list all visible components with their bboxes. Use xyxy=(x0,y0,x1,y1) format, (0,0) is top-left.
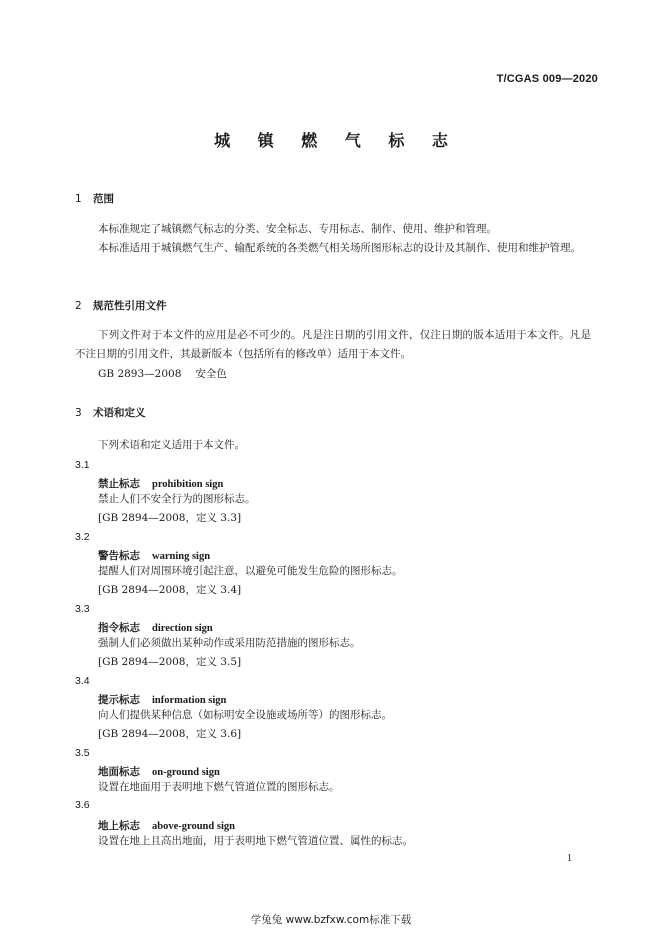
referenced-standard xyxy=(98,365,227,383)
term-cn: 警告标志 xyxy=(98,550,140,562)
scope-paragraph-1: 本标准规定了城镇燃气标志的分类、安全标志、专用标志、制作、使用、维护和管理。 xyxy=(98,223,497,235)
section-3-heading xyxy=(75,405,146,420)
standard-number: T/CGAS 009—2020 xyxy=(496,73,598,85)
scope-paragraph-2: 本标准适用于城镇燃气生产、输配系统的各类燃气相关场所图形标志的设计及其制作、使用和维护管理。 xyxy=(98,242,581,254)
term-heading xyxy=(98,764,220,779)
term-number: 3.1 xyxy=(75,459,90,471)
term-source: [GB 2894—2008，定义 3.3] xyxy=(98,512,242,524)
term-en: information sign xyxy=(152,695,227,706)
term-heading xyxy=(98,548,210,563)
term-definition: 设置在地面用于表明地下燃气管道位置的图形标志。 xyxy=(98,781,340,793)
term-definition: 禁止人们不安全行为的图形标志。 xyxy=(98,493,256,505)
term-en: prohibition sign xyxy=(152,479,224,490)
document-title: 城 镇 燃 气 标 志 xyxy=(214,131,459,150)
term-definition: 设置在地上且高出地面，用于表明地下燃气管道位置、属性的标志。 xyxy=(98,835,413,847)
term-cn: 提示标志 xyxy=(98,694,140,706)
ref-code: GB 2893—2008 xyxy=(98,368,182,380)
section-1-heading xyxy=(75,191,114,206)
term-en: above-ground sign xyxy=(152,821,235,832)
section-number: 1 xyxy=(75,193,82,205)
section-2-heading xyxy=(75,298,167,313)
site-watermark: 学兔兔 www.bzfxw.com标准下载 xyxy=(250,914,412,926)
section-number: 2 xyxy=(75,300,82,312)
section-title: 规范性引用文件 xyxy=(93,300,167,312)
term-cn: 地面标志 xyxy=(98,766,140,778)
ref-title: 安全色 xyxy=(195,368,227,380)
term-number: 3.4 xyxy=(75,675,90,687)
term-source: [GB 2894—2008，定义 3.4] xyxy=(98,584,242,596)
term-number: 3.6 xyxy=(75,799,90,811)
term-definition: 强制人们必须做出某种动作或采用防范措施的图形标志。 xyxy=(98,637,361,649)
normative-refs-paragraph: 下列文件对于本文件的应用是必不可少的。凡是注日期的引用文件，仅注日期的版本适用于本文件。凡是不注日期的引用文件，其最新版本（包括所有的修改单）适用于本文件。 xyxy=(75,329,591,360)
term-heading xyxy=(98,818,235,833)
page-number: 1 xyxy=(567,853,572,864)
term-en: direction sign xyxy=(152,623,213,634)
term-source: [GB 2894—2008，定义 3.5] xyxy=(98,656,242,668)
term-heading xyxy=(98,476,223,491)
terms-intro: 下列术语和定义适用于本文件。 xyxy=(98,439,245,451)
term-source: [GB 2894—2008，定义 3.6] xyxy=(98,728,242,740)
term-number: 3.3 xyxy=(75,603,90,615)
term-heading xyxy=(98,692,226,707)
term-number: 3.2 xyxy=(75,531,90,543)
term-cn: 禁止标志 xyxy=(98,478,140,490)
section-title: 范围 xyxy=(93,193,114,205)
term-definition: 提醒人们对周围环境引起注意，以避免可能发生危险的图形标志。 xyxy=(98,565,403,577)
term-en: warning sign xyxy=(152,551,211,562)
term-cn: 地上标志 xyxy=(98,820,140,832)
term-number: 3.5 xyxy=(75,747,90,759)
term-heading xyxy=(98,620,213,635)
section-number: 3 xyxy=(75,407,82,419)
section-title: 术语和定义 xyxy=(93,407,146,419)
term-en: on-ground sign xyxy=(152,767,220,778)
term-definition: 向人们提供某种信息（如标明安全设施或场所等）的图形标志。 xyxy=(98,709,392,721)
term-cn: 指令标志 xyxy=(98,622,140,634)
